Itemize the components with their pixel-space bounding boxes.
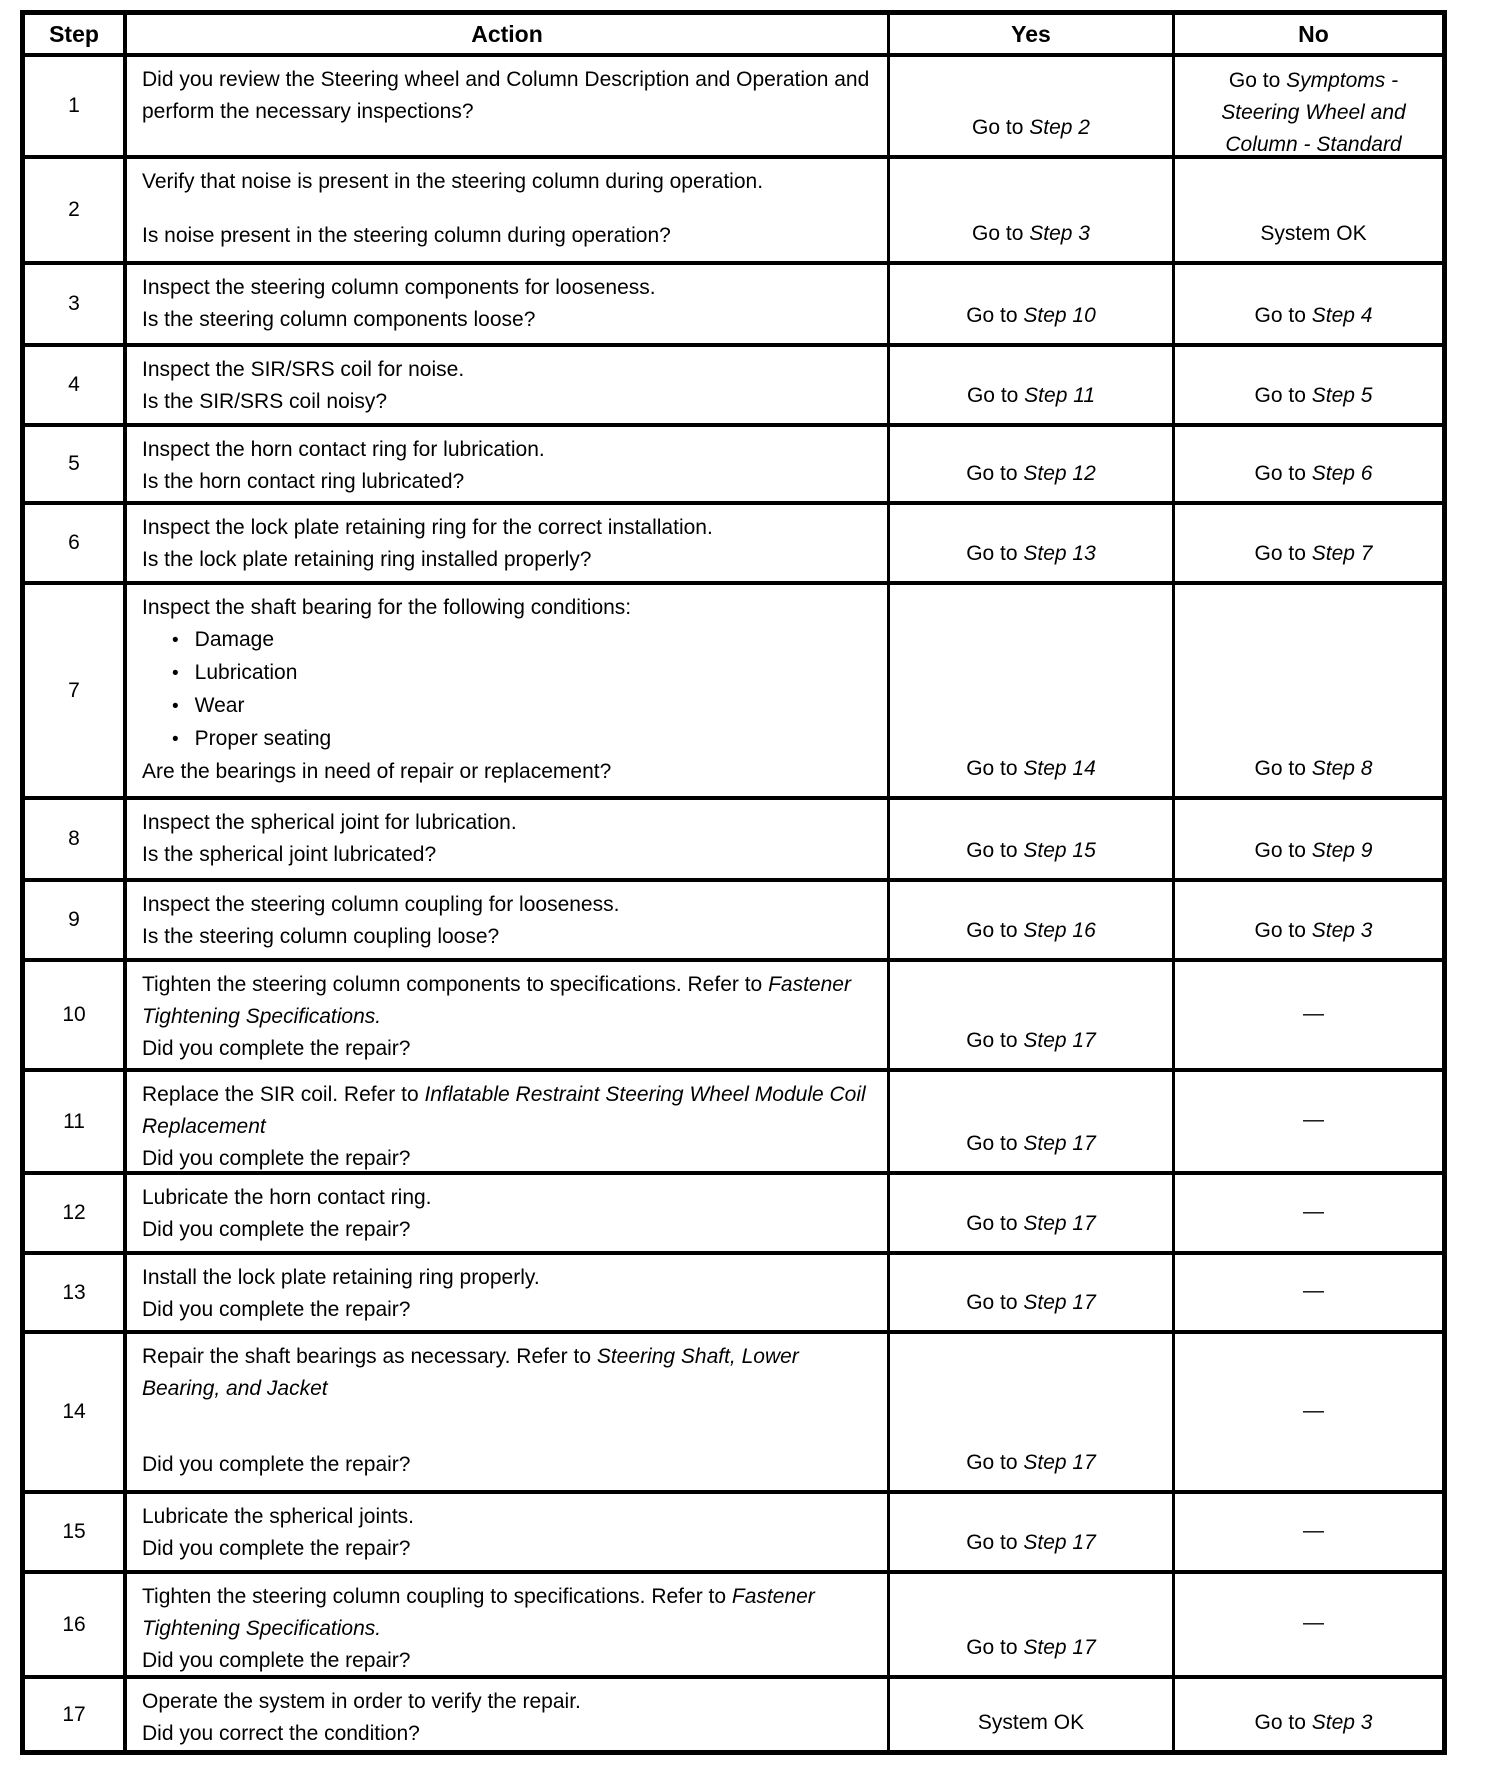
yes-cell <box>887 585 1172 796</box>
table-row <box>25 343 1442 423</box>
bullet-icon: • <box>172 729 179 750</box>
bullet-icon: • <box>172 696 179 717</box>
table-header-row <box>25 15 1442 53</box>
action-text: Repair the shaft bearings as necessary. Refer to Steering Shaft, Lower Bearing, and Jacket <box>142 1345 799 1400</box>
no-cell <box>1172 505 1452 581</box>
diagnostic-table <box>20 10 1447 1755</box>
answer-text: Go to Step 3 <box>1254 919 1373 942</box>
yes-cell <box>887 1679 1172 1750</box>
yes-cell <box>887 1334 1172 1490</box>
action-text: Inspect the steering column coupling for looseness. <box>142 893 620 916</box>
action-text: Did you correct the condition? <box>142 1722 420 1745</box>
action-cell <box>123 962 887 1068</box>
step-number: 4 <box>68 373 80 396</box>
action-cell <box>123 427 887 501</box>
yes-cell <box>887 1072 1172 1171</box>
step-number: 11 <box>63 1109 85 1133</box>
table-row <box>25 878 1442 958</box>
table-row <box>25 1490 1442 1570</box>
no-cell <box>1172 265 1452 343</box>
action-text: Is the spherical joint lubricated? <box>142 843 437 866</box>
action-text: Replace the SIR coil. Refer to Inflatable Restraint Steering Wheel Module Coil Replacement <box>142 1083 866 1138</box>
table-row <box>25 796 1442 878</box>
answer-text: Go to Step 16 <box>966 919 1096 942</box>
column-header-yes: Yes <box>887 15 1172 53</box>
action-cell <box>123 505 887 581</box>
step-number: 12 <box>62 1201 86 1224</box>
answer-text: Go to Step 17 <box>966 1029 1096 1052</box>
step-number: 14 <box>62 1400 86 1423</box>
step-number: 1 <box>68 94 80 117</box>
answer-text: Go to Step 17 <box>966 1212 1096 1235</box>
table-row <box>25 423 1442 501</box>
answer-text: Go to Step 14 <box>966 757 1096 780</box>
yes-cell <box>887 427 1172 501</box>
no-cell <box>1172 57 1452 155</box>
answer-text: Go to Step 12 <box>966 462 1096 485</box>
answer-text: Go to Step 7 <box>1254 542 1373 565</box>
step-number: 16 <box>62 1612 86 1636</box>
answer-text: System OK <box>1260 222 1367 245</box>
action-text: Inspect the horn contact ring for lubrication. <box>142 438 545 461</box>
action-text: Lubricate the horn contact ring. <box>142 1186 432 1209</box>
no-cell <box>1172 800 1452 878</box>
step-number: 13 <box>62 1280 86 1304</box>
action-text: Inspect the spherical joint for lubrication. <box>142 811 517 834</box>
yes-cell <box>887 1255 1172 1330</box>
action-text: Is the SIR/SRS coil noisy? <box>142 390 388 413</box>
action-text: Tighten the steering column coupling to specifications. Refer to Fastener Tightening Specifications. <box>142 1585 815 1640</box>
no-cell <box>1172 159 1452 261</box>
column-header-action: Action <box>123 15 887 53</box>
table-row <box>25 501 1442 581</box>
step-number: 15 <box>62 1520 86 1543</box>
step-number: 5 <box>68 452 80 475</box>
table-row <box>25 155 1442 261</box>
action-cell <box>123 1679 887 1750</box>
action-text: Did you complete the repair? <box>142 1298 411 1321</box>
action-text: Are the bearings in need of repair or replacement? <box>142 760 612 783</box>
answer-text: Go to Step 3 <box>1254 1711 1373 1734</box>
action-text: Tighten the steering column components to specifications. Refer to Fastener Tightening Specifications. <box>142 973 851 1028</box>
no-cell <box>1172 427 1452 501</box>
step-number: 7 <box>68 678 80 702</box>
yes-cell <box>887 882 1172 958</box>
table-row <box>25 261 1442 343</box>
answer-text: Go to Symptoms - Steering Wheel and Column - Standard <box>1221 69 1406 156</box>
table-body <box>25 53 1442 1750</box>
answer-text: — <box>1303 1199 1324 1223</box>
action-text: Inspect the lock plate retaining ring for the correct installation. <box>142 516 713 539</box>
step-number: 9 <box>68 908 80 931</box>
answer-text: Go to Step 9 <box>1254 839 1373 862</box>
no-cell <box>1172 1255 1452 1330</box>
answer-text: Go to Step 2 <box>972 116 1090 139</box>
step-number: 3 <box>68 292 80 315</box>
step-number: 8 <box>68 827 80 850</box>
no-cell <box>1172 882 1452 958</box>
action-text: Is the lock plate retaining ring installed properly? <box>142 548 592 571</box>
action-cell <box>123 265 887 343</box>
answer-text: Go to Step 11 <box>966 384 1096 407</box>
answer-text: Go to Step 15 <box>966 839 1096 862</box>
column-header-no: No <box>1172 15 1452 53</box>
table-row <box>25 958 1442 1068</box>
no-cell <box>1172 585 1452 796</box>
answer-text: Go to Step 17 <box>966 1531 1096 1554</box>
action-text: Operate the system in order to verify the repair. <box>142 1690 581 1713</box>
action-cell <box>123 1072 887 1171</box>
answer-text: — <box>1303 1518 1324 1542</box>
yes-cell <box>887 1494 1172 1570</box>
bullet-icon: • <box>172 630 179 651</box>
answer-text: Go to Step 6 <box>1254 462 1373 485</box>
action-text: Inspect the steering column components for looseness. <box>142 276 656 299</box>
bullet-item: • Wear <box>142 690 875 723</box>
action-text: Is the steering column coupling loose? <box>142 925 500 948</box>
action-cell <box>123 1255 887 1330</box>
answer-text: — <box>1303 1611 1324 1634</box>
table-row <box>25 1675 1442 1750</box>
yes-cell <box>887 159 1172 261</box>
yes-cell <box>887 265 1172 343</box>
no-cell <box>1172 1494 1452 1570</box>
action-text: Did you complete the repair? <box>142 1649 411 1672</box>
answer-text: Go to Step 8 <box>1254 757 1373 780</box>
answer-text: Go to Step 17 <box>966 1291 1096 1314</box>
action-cell <box>123 1494 887 1570</box>
answer-text: Go to Step 5 <box>1254 384 1373 407</box>
no-cell <box>1172 962 1452 1068</box>
bullet-item: • Proper seating <box>142 723 875 756</box>
no-cell <box>1172 1574 1452 1675</box>
yes-cell <box>887 347 1172 423</box>
yes-cell <box>887 1574 1172 1675</box>
action-cell <box>123 585 887 796</box>
no-cell <box>1172 1334 1452 1490</box>
step-number: 6 <box>68 531 80 554</box>
action-text: Install the lock plate retaining ring properly. <box>142 1266 540 1289</box>
answer-text: Go to Step 4 <box>1254 304 1373 327</box>
table-row <box>25 581 1442 796</box>
action-text: Is noise present in the steering column during operation? <box>142 224 671 247</box>
table-row <box>25 1570 1442 1675</box>
table-row <box>25 1171 1442 1251</box>
table-row <box>25 53 1442 155</box>
no-cell <box>1172 347 1452 423</box>
answer-text: Go to Step 17 <box>966 1132 1096 1155</box>
yes-cell <box>887 57 1172 155</box>
table-row <box>25 1068 1442 1171</box>
answer-text: — <box>1303 1398 1324 1422</box>
answer-text: System OK <box>977 1711 1085 1734</box>
action-text: Did you complete the repair? <box>142 1537 411 1560</box>
action-text: Is the horn contact ring lubricated? <box>142 470 465 493</box>
yes-cell <box>887 800 1172 878</box>
answer-text: — <box>1303 1279 1324 1302</box>
action-cell <box>123 1574 887 1675</box>
no-cell <box>1172 1175 1452 1251</box>
no-cell <box>1172 1072 1452 1171</box>
table-row <box>25 1251 1442 1330</box>
yes-cell <box>887 505 1172 581</box>
step-number: 17 <box>62 1702 86 1726</box>
answer-text: Go to Step 3 <box>972 222 1090 245</box>
action-text: Verify that noise is present in the steering column during operation. <box>142 170 764 193</box>
action-text: Inspect the shaft bearing for the following conditions: <box>142 596 632 619</box>
action-text: Did you review the Steering wheel and Column Description and Operation and perform the necessary inspections? <box>142 68 870 123</box>
table-row <box>25 1330 1442 1490</box>
answer-text: — <box>1303 1108 1324 1131</box>
answer-text: — <box>1303 1001 1324 1025</box>
answer-text: Go to Step 17 <box>966 1636 1096 1659</box>
action-text: Did you complete the repair? <box>142 1453 411 1476</box>
answer-text: Go to Step 17 <box>966 1451 1096 1474</box>
action-text: Did you complete the repair? <box>142 1218 411 1241</box>
yes-cell <box>887 962 1172 1068</box>
action-cell <box>123 882 887 958</box>
action-text: Is the steering column components loose? <box>142 308 536 331</box>
action-cell <box>123 800 887 878</box>
step-number: 10 <box>62 1003 86 1026</box>
column-header-step: Step <box>49 21 99 47</box>
action-cell <box>123 1175 887 1251</box>
bullet-icon: • <box>172 663 179 684</box>
action-text: Lubricate the spherical joints. <box>142 1505 414 1528</box>
answer-text: Go to Step 10 <box>966 304 1096 327</box>
bullet-item: • Damage <box>142 624 875 657</box>
action-cell <box>123 347 887 423</box>
step-number: 2 <box>68 198 80 221</box>
answer-text: Go to Step 13 <box>966 542 1096 565</box>
action-text: Did you complete the repair? <box>142 1147 411 1170</box>
yes-cell <box>887 1175 1172 1251</box>
action-cell <box>123 1334 887 1490</box>
action-text: Did you complete the repair? <box>142 1037 411 1060</box>
bullet-item: • Lubrication <box>142 657 875 690</box>
no-cell <box>1172 1679 1452 1750</box>
action-cell <box>123 57 887 155</box>
action-cell <box>123 159 887 261</box>
action-text: Inspect the SIR/SRS coil for noise. <box>142 358 465 381</box>
